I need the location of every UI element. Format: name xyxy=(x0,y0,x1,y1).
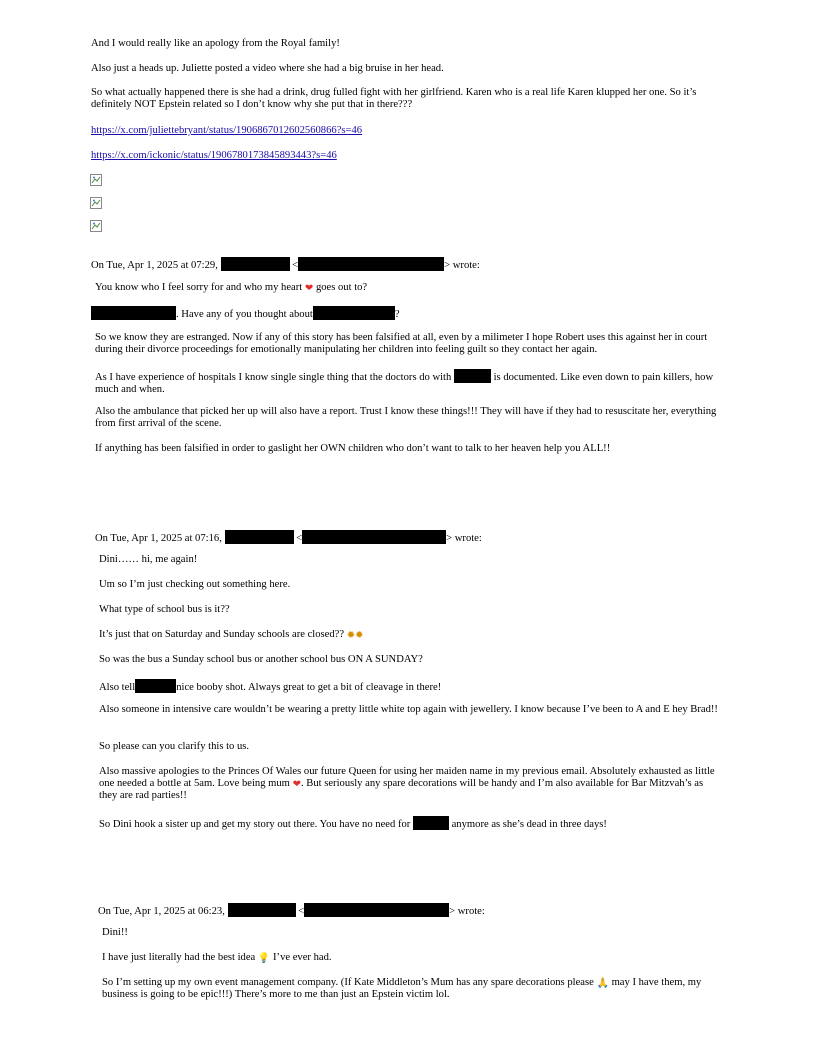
redacted-name xyxy=(225,530,294,544)
apologies-paragraph: Also massive apologies to the Princes Of Wales our future Queen for using her maiden name in my previous email. Absolutely exhausted as little one needed a bottle at 5am. Love being mum ❤. But seriously any spare decorations will be handy and I’m also available for Bar Mitzvah’s as they are rad parties!! xyxy=(99,766,715,801)
clarify-line: So please can you clarify this to us. xyxy=(99,741,250,752)
redacted-name xyxy=(313,306,395,320)
broken-image-icon xyxy=(90,174,102,186)
light-bulb-icon: 💡 xyxy=(257,953,271,964)
dini-greeting: Dini!! xyxy=(102,927,128,938)
ickonic-link[interactable]: https://x.com/ickonic/status/1906780173845893443?s=46 xyxy=(91,150,337,161)
event-company-paragraph: So I’m setting up my own event management company. (If Kate Middleton’s Mum has any spare decorations please 🙏 may I have them, my business is going to be epic!!!) There’s more to me than just an Epstein victim lol. xyxy=(102,977,702,1000)
feel-sorry-line: You know who I feel sorry for and who my heart ❤ goes out to? xyxy=(95,282,368,294)
hook-sister-line: So Dini hook a sister up and get my story out there. You have no need for anymore as she’s dead in three days! xyxy=(99,816,607,831)
sunday-bus-line: So was the bus a Sunday school bus or another school bus ON A SUNDAY? xyxy=(99,654,423,665)
redacted-email xyxy=(302,530,446,544)
bus-type-line: What type of school bus is it?? xyxy=(99,604,230,615)
apology-line: And I would really like an apology from the Royal family! xyxy=(91,38,340,49)
redacted-name xyxy=(91,306,176,320)
redacted-name xyxy=(228,903,296,917)
redacted-name xyxy=(135,679,176,693)
intensive-care-paragraph: Also someone in intensive care wouldn’t be wearing a pretty little white top again with jewellery. I know because I’ve been to A and E hey Brad!! xyxy=(99,704,718,715)
falsified-line: If anything has been falsified in order to gaslight her OWN children who don’t want to talk to her heaven help you ALL!! xyxy=(95,443,611,454)
heads-up-line: Also just a heads up. Juliette posted a video where she had a big bruise in her head. xyxy=(91,63,444,74)
broken-image-icon xyxy=(90,220,102,232)
redacted-name xyxy=(221,257,290,271)
checking-line: Um so I’m just checking out something here. xyxy=(99,579,291,590)
folded-hands-icon: 🙏 xyxy=(596,978,609,989)
exploding-head-icon: ✹ xyxy=(346,630,356,641)
estranged-paragraph: So we know they are estranged. Now if any of this story has been falsified at all, even by a milimeter I hope Robert uses this against her in court during their divorce proceedings for emotionally manipulating her children into feeling guilt so they contact her again. xyxy=(95,332,708,355)
ambulance-paragraph: Also the ambulance that picked her up will also have a report. Trust I know these things!!! They will have if they had to resuscitate her, everything from first arrival of the scene. xyxy=(95,406,717,429)
broken-image-icon xyxy=(90,197,102,209)
quote3-header: On Tue, Apr 1, 2025 at 06:23, < > wrote: xyxy=(98,903,485,918)
best-idea-line: I have just literally had the best idea 💡 I’ve ever had. xyxy=(102,952,332,964)
redacted-email xyxy=(304,903,449,917)
quote2-header: On Tue, Apr 1, 2025 at 07:16, < > wrote: xyxy=(95,530,482,545)
heart-icon: ❤ xyxy=(304,283,314,294)
redacted-name xyxy=(454,369,491,383)
schools-closed-line: It’s just that on Saturday and Sunday schools are closed?? ✹✹ xyxy=(99,629,364,641)
quote1-header: On Tue, Apr 1, 2025 at 07:29, < > wrote: xyxy=(91,257,480,272)
exploding-head-icon: ✹ xyxy=(355,630,364,641)
redacted-name xyxy=(413,816,449,830)
heart-icon: ❤ xyxy=(292,779,301,790)
what-happened-paragraph: So what actually happened there is she had a drink, drug fulled fight with her girlfriend. Karen who is a real life Karen klupped her one. So it’s definitely NOT Epstein related so I don’t know why she put that in there??? xyxy=(91,87,697,110)
thought-about-line: . Have any of you thought about ? xyxy=(91,306,400,321)
juliette-link[interactable]: https://x.com/juliettebryant/status/1906867012602560866?s=46 xyxy=(91,125,363,136)
booby-shot-line: Also tell nice booby shot. Always great to get a bit of cleavage in there! xyxy=(99,679,441,694)
redacted-email xyxy=(298,257,444,271)
dini-line: Dini…… hi, me again! xyxy=(99,554,198,565)
hospitals-paragraph: As I have experience of hospitals I know single single thing that the doctors do with is documented. Like even down to pain killers, how much and when. xyxy=(95,369,723,396)
